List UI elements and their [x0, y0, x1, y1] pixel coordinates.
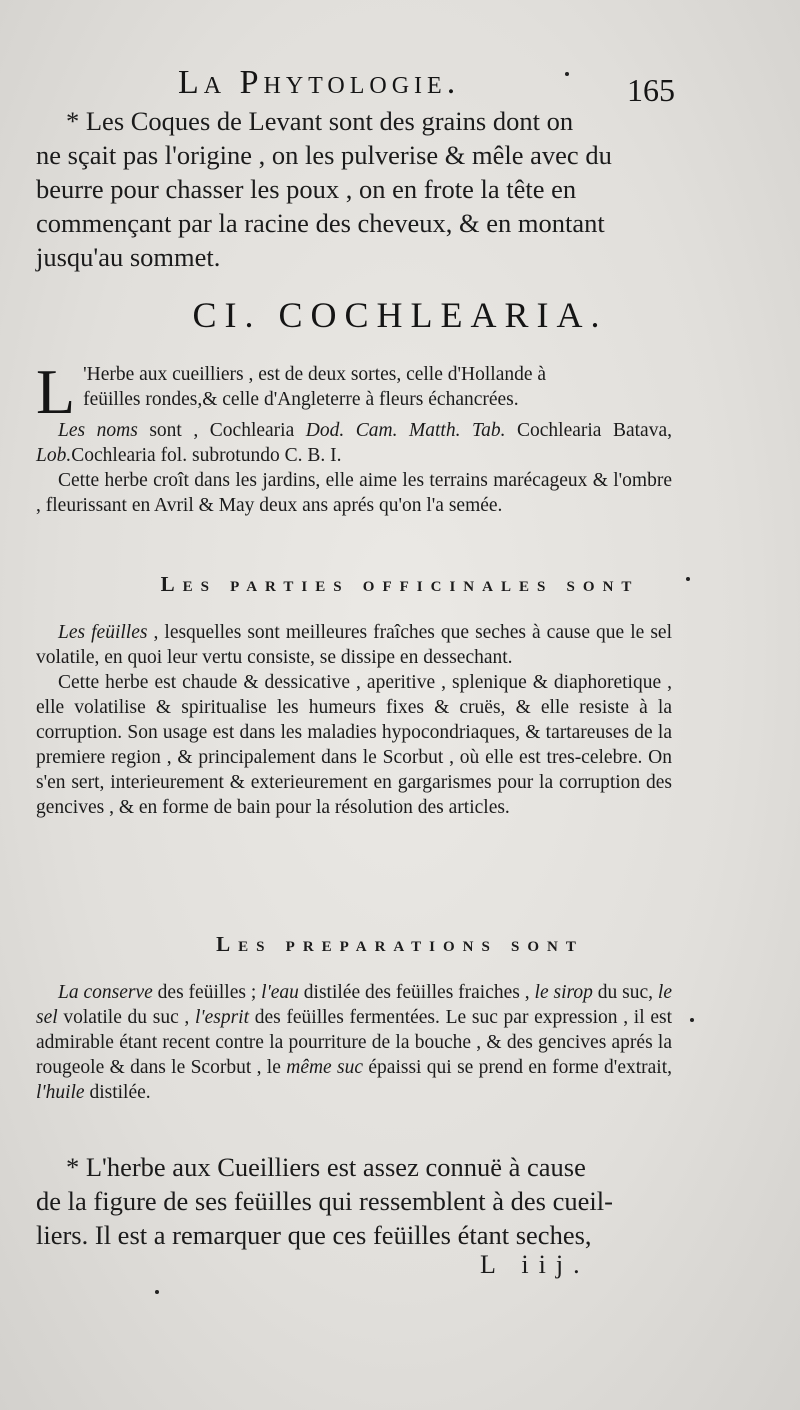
intro-line-3: beurre pour chasser les poux , on en frote la tête en [36, 174, 577, 204]
drop-cap: L [36, 356, 76, 427]
intro-line-1: * Les Coques de Levant sont des grains dont on [66, 106, 574, 136]
names-paragraph [36, 418, 672, 468]
names-text-2: Cochlearia Batava, [505, 420, 672, 441]
names-text-3: Cochlearia fol. subrotundo C. B. I. [71, 445, 342, 466]
page-number: 165 [627, 72, 675, 108]
ink-speck [690, 1018, 694, 1022]
intro-paragraph [36, 104, 676, 274]
closing-line-1: * L'herbe aux Cueilliers est assez connuë à cause [66, 1152, 586, 1182]
habitat-paragraph: Cette herbe croît dans les jardins, elle aime les terrains marécageux & l'ombre , fleurissant en Avril & May deux ans aprés qu'on l'a semée. [36, 470, 672, 516]
ink-speck [565, 72, 569, 76]
preparations-section [36, 980, 672, 1105]
closing-paragraph [36, 1150, 676, 1252]
parts-section [36, 620, 672, 820]
eau-term: l'eau [261, 982, 299, 1003]
parts-heading: Les parties officinales sont [160, 572, 640, 596]
ink-speck [686, 577, 690, 581]
prep-text-7: distilée. [84, 1082, 151, 1103]
sirop-term: le sirop [534, 982, 593, 1003]
closing-line-3: liers. Il est a remarquer que ces feüilles étant seches, [36, 1220, 592, 1250]
preparations-heading: Les preparations sont [216, 932, 584, 956]
huile-term: l'huile [36, 1082, 85, 1103]
leaves-text: , lesquelles sont meilleures fraîches que seches à cause que le sel volatile, en quoi leur vertu consiste, se dissipe en dessechant. [36, 622, 672, 668]
conserve-term: La conserve [58, 982, 153, 1003]
prep-text-2: distilée des feüilles fraiches , [298, 982, 535, 1003]
running-title: La Phytologie. [178, 64, 461, 101]
names-text-1: sont , Cochlearia [137, 420, 306, 441]
prep-text-1: des feüilles ; [152, 982, 262, 1003]
ink-speck [155, 1290, 159, 1294]
description-intro [36, 356, 672, 427]
intro-line-5: jusqu'au sommet. [36, 242, 221, 272]
names-ref-1: Dod. Cam. Matth. Tab. [305, 420, 506, 441]
prep-text-3: du suc, [592, 982, 658, 1003]
prep-text-6: épaissi qui se prend en forme d'extrait, [363, 1057, 672, 1078]
names-ref-2: Lob. [36, 445, 72, 466]
description-line-1: 'Herbe aux cueilliers , est de deux sortes, celle d'Hollande à [83, 364, 547, 385]
intro-line-2: ne sçait pas l'origine , on les pulverise & mêle avec du [36, 140, 612, 170]
leaves-label: Les feüilles [58, 622, 148, 643]
cochlearia-description [36, 356, 672, 518]
description-line-2: feüilles rondes,& celle d'Angleterre à fleurs échancrées. [83, 389, 519, 410]
preparations-paragraph [36, 980, 672, 1105]
signature-mark: L iij. [480, 1250, 590, 1279]
leaves-paragraph [36, 620, 672, 670]
virtues-paragraph: Cette herbe est chaude & dessicative , aperitive , splenique & diaphoretique , elle volatilise & spiritualise les humeurs fixes & cruës, & elle resiste à la corruption. Son usage est dans les maladies hypocondriaques, & tartareuses de la premiere region , & principalement dans le Scorbut , où elle est tres-celebre. On s'en sert, interieurement & exterieurement en gargarismes pour la corruption des gencives , & en forme de bain pour la résolution des articles. [36, 672, 672, 818]
closing-line-2: de la figure de ses feüilles qui ressemblent à des cueil- [36, 1186, 613, 1216]
esprit-term: l'esprit [195, 1007, 250, 1028]
meme-suc-term: même suc [286, 1057, 364, 1078]
section-heading: CI. COCHLEARIA. [192, 295, 608, 335]
page-header [0, 62, 800, 106]
intro-line-4: commençant par la racine des cheveux, & en montant [36, 208, 605, 238]
names-label: Les noms [58, 420, 138, 441]
prep-text-5: des feüilles fermentées. Le suc par expression , il est admirable étant recent contre la pourriture de la bouche , & des gencives aprés la rougeole & dans le Scorbut , le [36, 1007, 672, 1078]
sel-term: le sel [36, 982, 672, 1028]
prep-text-4: volatile du suc , [57, 1007, 195, 1028]
